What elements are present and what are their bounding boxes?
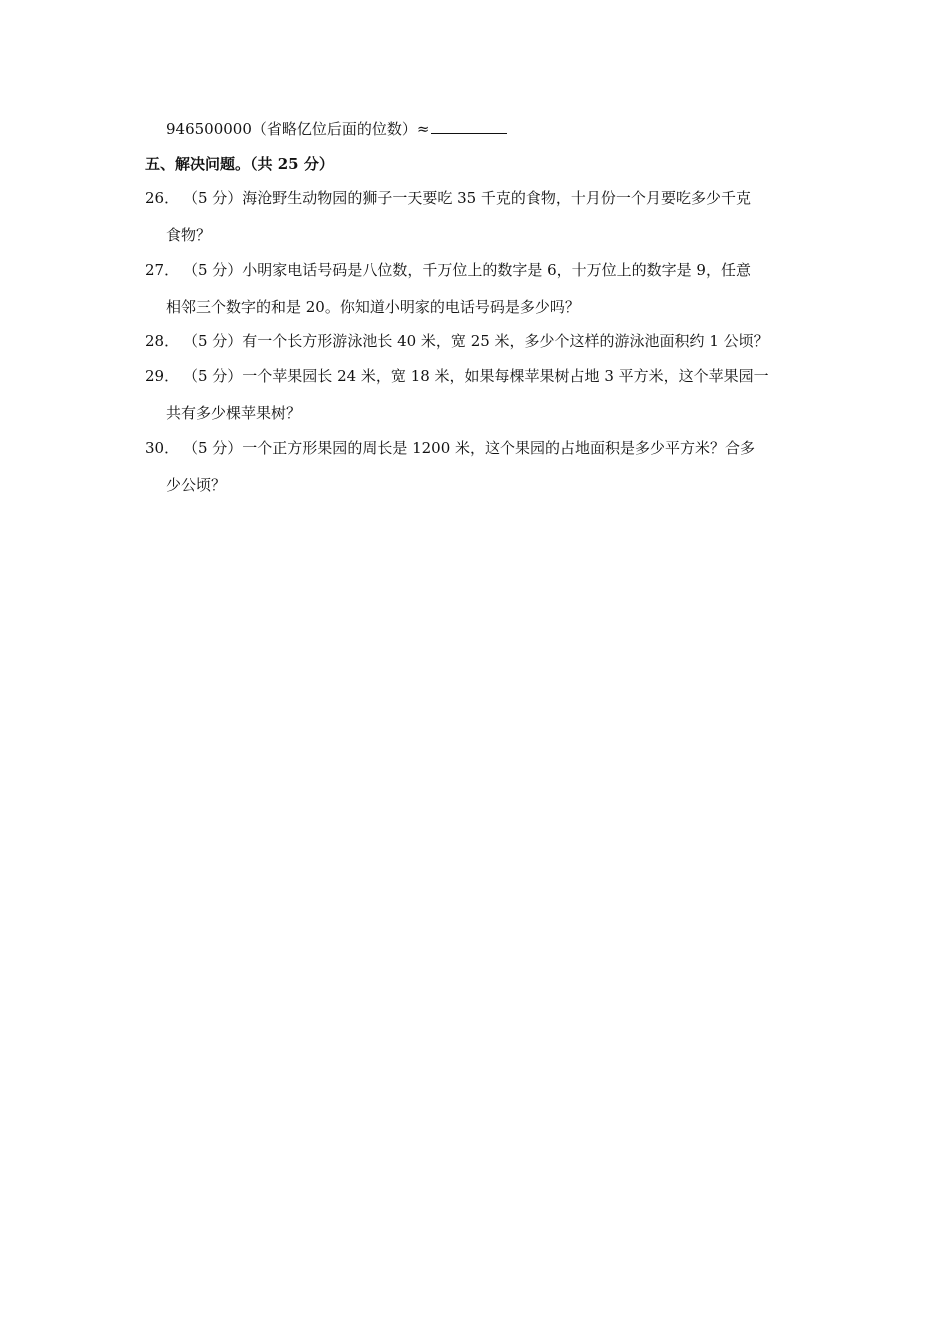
question-27-continued: 相邻三个数字的和是 20。你知道小明家的电话号码是多少吗？ [166, 298, 580, 316]
section-title: 五、解决问题。（共 25 分） [145, 155, 334, 173]
question-number: 29． [145, 367, 180, 385]
question-text: （5 分）一个正方形果园的周长是 1200 米，这个果园的占地面积是多少平方米？合多 [183, 439, 756, 457]
question-29 [145, 366, 769, 386]
question-number: 27． [145, 261, 180, 279]
prev-question-text: 946500000（省略亿位后面的位数）≈ [166, 120, 430, 138]
question-number: 28． [145, 332, 180, 350]
question-30 [145, 438, 755, 458]
question-27 [145, 260, 751, 280]
question-text: （5 分）小明家电话号码是八位数，千万位上的数字是 6，十万位上的数字是 9，任意 [183, 261, 751, 279]
prev-question-line [166, 119, 507, 139]
question-number: 26． [145, 189, 180, 207]
question-number: 30． [145, 439, 180, 457]
question-text: （5 分）海沧野生动物园的狮子一天要吃 35 千克的食物，十月份一个月要吃多少千克 [183, 189, 751, 207]
question-text: （5 分）一个苹果园长 24 米，宽 18 米，如果每棵苹果树占地 3 平方米，这个苹果园一 [183, 367, 769, 385]
answer-blank[interactable] [431, 119, 507, 134]
question-28 [145, 331, 769, 351]
question-26-continued: 食物？ [166, 226, 212, 244]
question-26 [145, 188, 751, 208]
question-29-continued: 共有多少棵苹果树？ [166, 404, 302, 422]
question-text: （5 分）有一个长方形游泳池长 40 米，宽 25 米，多少个这样的游泳池面积约 1 公顷？ [183, 332, 769, 350]
question-30-continued: 少公顷？ [166, 476, 227, 494]
